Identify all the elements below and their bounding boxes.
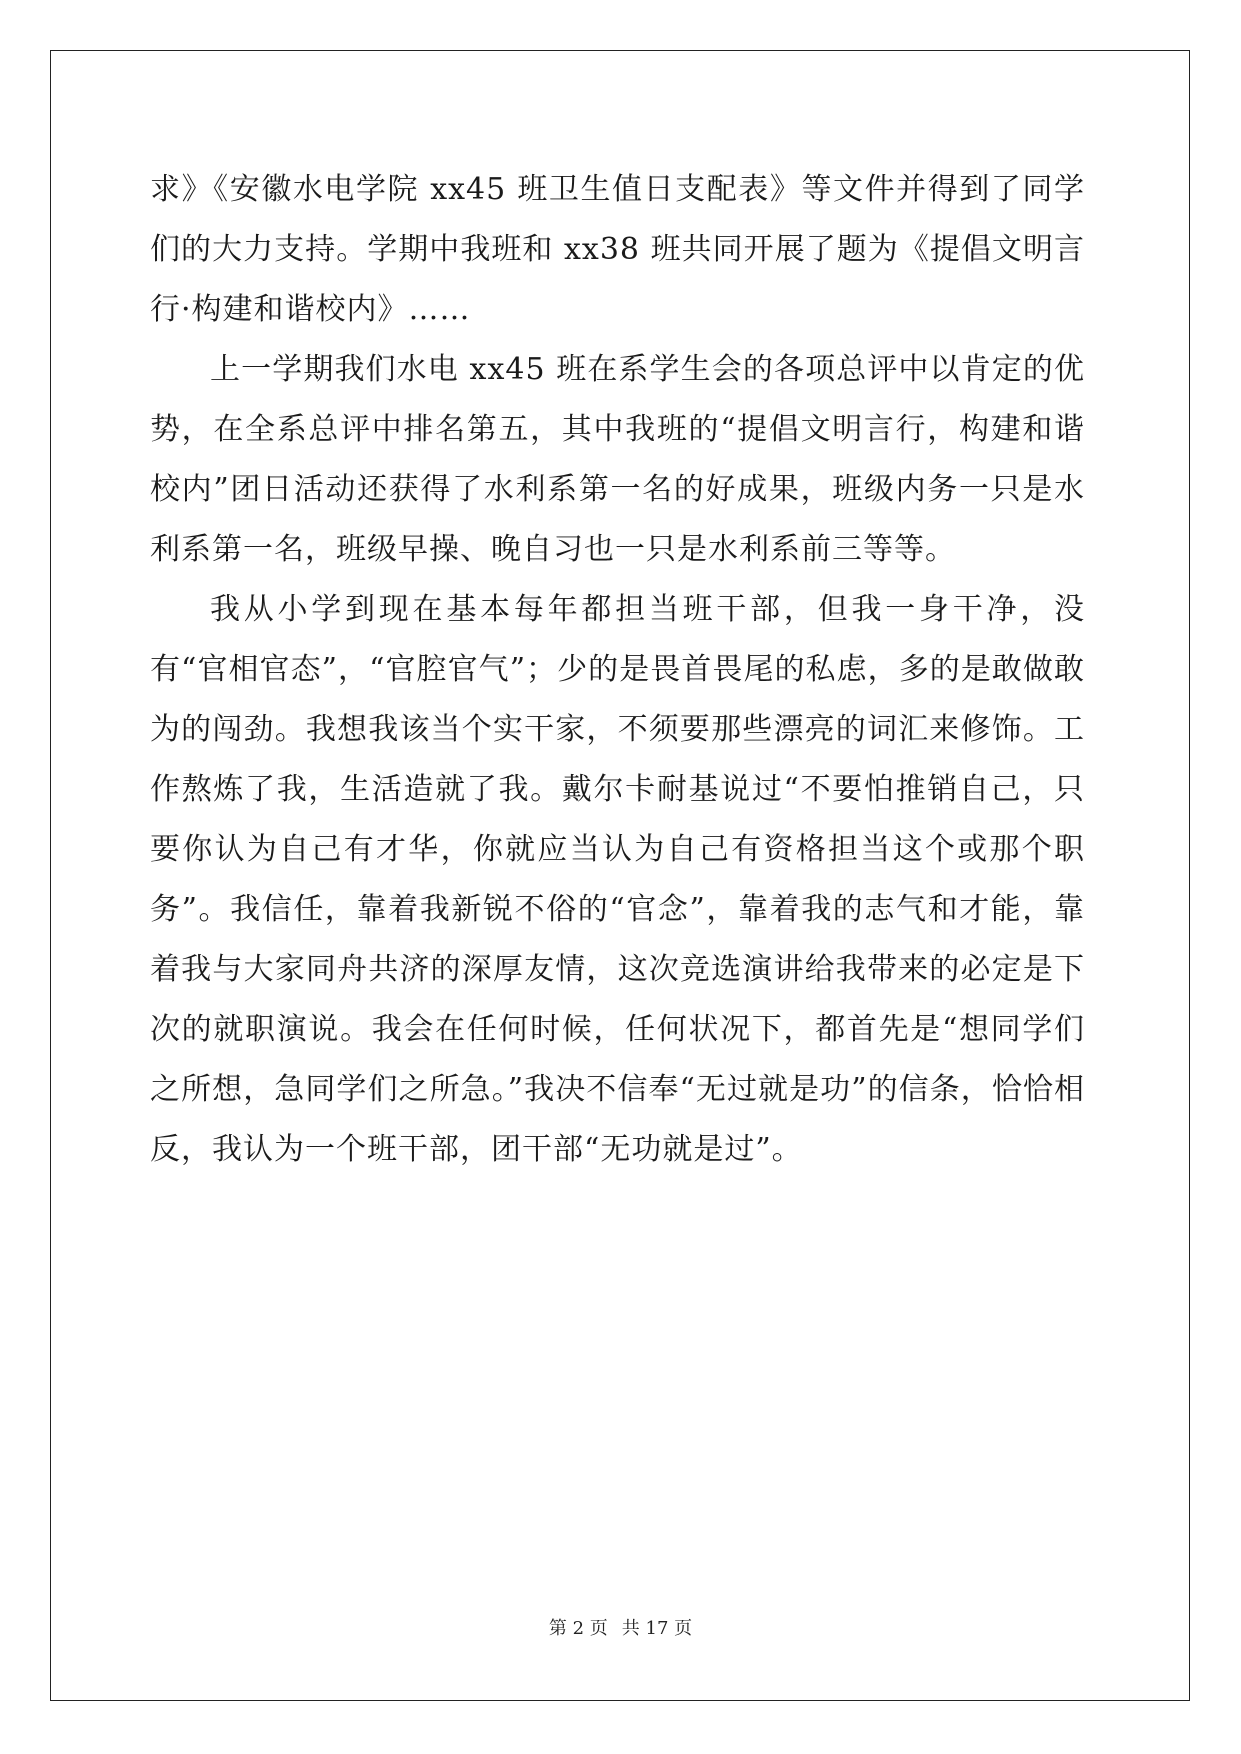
page-number: 第 2 页 <box>548 1618 608 1639</box>
total-pages: 共 17 页 <box>621 1618 693 1639</box>
paragraph-continuation: 求》《安徽水电学院 xx45 班卫生值日支配表》等文件并得到了同学们的大力支持。学期中我班和 xx38 班共同开展了题为《提倡文明言行·构建和谐校内》…… <box>150 172 1085 327</box>
page-footer <box>0 1614 1241 1640</box>
paragraph-class-achievements: 上一学期我们水电 xx45 班在系学生会的各项总评中以肯定的优势，在全系总评中排名第五，其中我班的“提倡文明言行，构建和谐校内”团日活动还获得了水利系第一名的好成果，班级内务一只是水利系第一名，班级早操、晚自习也一只是水利系前三等等。 <box>150 352 1085 567</box>
paragraph-personal-statement: 我从小学到现在基本每年都担当班干部，但我一身干净，没有“官相官态”，“官腔官气”；少的是畏首畏尾的私虑，多的是敢做敢为的闯劲。我想我该当个实干家，不须要那些漂亮的词汇来修饰。工作熬炼了我，生活造就了我。戴尔卡耐基说过“不要怕推销自己，只要你认为自己有才华，你就应当认为自己有资格担当这个或那个职务”。我信任，靠着我新锐不俗的“官念”，靠着我的志气和才能，靠着我与大家同舟共济的深厚友情，这次竞选演讲给我带来的必定是下次的就职演说。我会在任何时候，任何状况下，都首先是“想同学们之所想，急同学们之所急。”我决不信奉“无过就是功”的信条，恰恰相反，我认为一个班干部，团干部“无功就是过”。 <box>150 592 1085 1167</box>
document-body <box>150 160 1085 1180</box>
